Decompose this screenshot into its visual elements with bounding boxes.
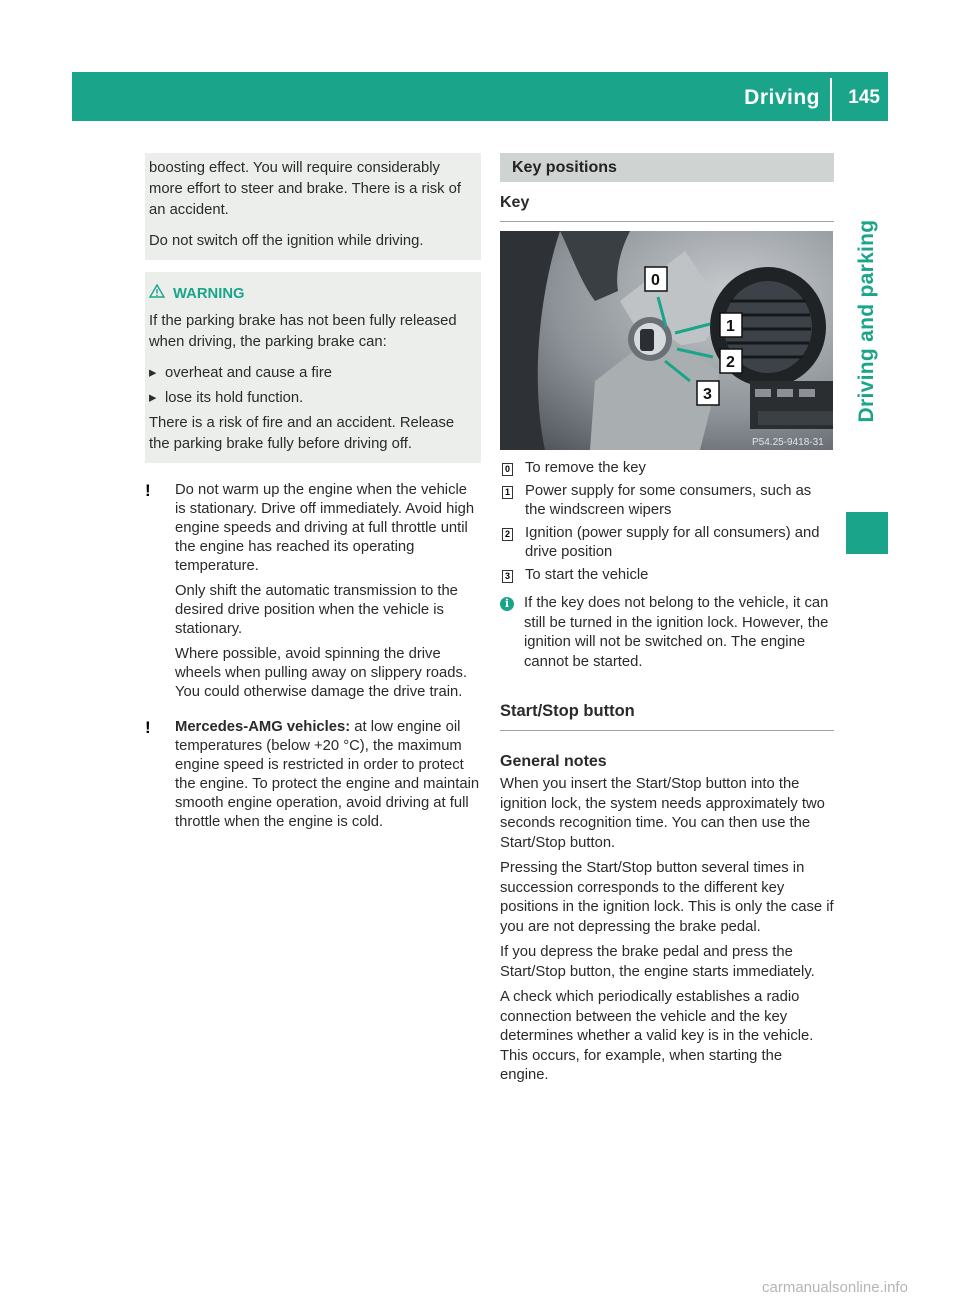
body-paragraph: If you depress the brake pedal and press the Start/Stop button, the engine starts immediately. xyxy=(500,944,815,980)
continued-warning-box xyxy=(145,153,481,260)
legend-text: Power supply for some consumers, such as the windscreen wipers xyxy=(525,482,812,518)
warning-bullet xyxy=(147,363,471,384)
caution-note xyxy=(145,481,481,708)
legend-text: To remove the key xyxy=(525,460,646,476)
image-code: P54.25-9418-31 xyxy=(752,437,824,448)
key-number-icon: 1 xyxy=(502,486,513,499)
legend-text: Ignition (power supply for all consumers) and drive position xyxy=(525,524,820,560)
body-paragraph: Pressing the Start/Stop button several times in succession corresponds to the different key positions in the ignition lock. This is only the case if you are not depressing the brake pedal. xyxy=(500,860,834,935)
note-text: at low engine oil temperatures (below +20 °C), the maximum engine speed is restricted in order to protect the engine. To protect the engine and maintain smooth engine operation, avoid driving at full throttle when the engine is cold. xyxy=(175,719,480,830)
section-title: Key positions xyxy=(500,153,834,182)
warning-box xyxy=(145,272,481,463)
note-paragraph: Where possible, avoid spinning the drive wheels when pulling away on slippery roads. You could otherwise damage the drive train. xyxy=(175,646,467,700)
box-paragraph: boosting effect. You will require considerably more effort to steer and brake. There is a risk of an accident. xyxy=(149,160,461,218)
general-notes-heading: General notes xyxy=(500,753,607,770)
legend-item xyxy=(500,482,834,521)
note-bold-lead: Mercedes-AMG vehicles: xyxy=(175,719,351,735)
side-tab-marker xyxy=(846,512,888,554)
bullet-icon: ▸ xyxy=(149,390,157,406)
chapter-title: Driving xyxy=(744,86,820,109)
header-divider xyxy=(830,78,832,121)
info-icon: i xyxy=(500,597,514,611)
right-column xyxy=(500,153,834,1092)
warning-outro: There is a risk of fire and an accident. Release the parking brake fully before driving off. xyxy=(149,415,455,452)
exclamation-icon: ! xyxy=(145,718,151,737)
callout-0: 0 xyxy=(651,272,660,289)
exclamation-icon: ! xyxy=(145,481,151,500)
box-paragraph: Do not switch off the ignition while driving. xyxy=(149,233,424,249)
bullet-text: lose its hold function. xyxy=(165,390,304,406)
note-paragraph: Do not warm up the engine when the vehicle is stationary. Drive off immediately. Avoid high engine speeds and driving at full throttle until the engine has reached its operating temperature. xyxy=(175,482,475,574)
side-tab xyxy=(846,131,888,511)
heading-rule xyxy=(500,730,834,731)
callout-3: 3 xyxy=(703,386,712,403)
key-number-icon: 3 xyxy=(502,570,513,583)
left-column xyxy=(145,153,481,838)
warning-heading xyxy=(147,284,471,305)
body-paragraph: A check which periodically establishes a radio connection between the vehicle and the key determines whether a valid key is in the vehicle. This occurs, for example, when starting the engine. xyxy=(500,989,814,1083)
info-text: If the key does not belong to the vehicle, it can still be turned in the ignition lock. However, the ignition will not be switched on. The engine cannot be started. xyxy=(524,595,829,670)
callout-1: 1 xyxy=(726,318,735,335)
page-header xyxy=(72,72,888,121)
info-note xyxy=(500,594,834,672)
legend-item xyxy=(500,524,834,563)
side-tab-label: Driving and parking xyxy=(855,219,878,423)
key-legend xyxy=(500,459,834,585)
warning-triangle-icon xyxy=(149,284,165,305)
bullet-text: overheat and cause a fire xyxy=(165,365,332,381)
amg-note xyxy=(145,718,481,838)
bullet-icon: ▸ xyxy=(149,365,157,381)
start-stop-heading: Start/Stop button xyxy=(500,702,635,720)
legend-text: To start the vehicle xyxy=(525,566,649,583)
note-paragraph xyxy=(175,718,481,832)
warning-label: WARNING xyxy=(173,286,245,302)
key-number-icon: 2 xyxy=(502,528,513,541)
note-paragraph: Only shift the automatic transmission to the desired drive position when the vehicle is stationary. xyxy=(175,583,458,637)
legend-item xyxy=(500,566,834,586)
ignition-lock-illustration xyxy=(500,231,833,450)
warning-bullet xyxy=(147,388,471,409)
heading-rule xyxy=(500,221,834,222)
legend-item xyxy=(500,459,834,479)
body-paragraph: When you insert the Start/Stop button into the ignition lock, the system needs approximately two seconds recognition time. You can then use the Start/Stop button. xyxy=(500,776,825,851)
site-watermark: carmanualsonline.info xyxy=(762,1279,908,1296)
key-number-icon: 0 xyxy=(502,463,513,476)
callout-2: 2 xyxy=(726,354,735,371)
ignition-lock-photo xyxy=(500,231,833,450)
subsection-title: Key xyxy=(500,194,530,211)
page-number: 145 xyxy=(848,87,880,108)
warning-intro: If the parking brake has not been fully released when driving, the parking brake can: xyxy=(149,313,457,350)
